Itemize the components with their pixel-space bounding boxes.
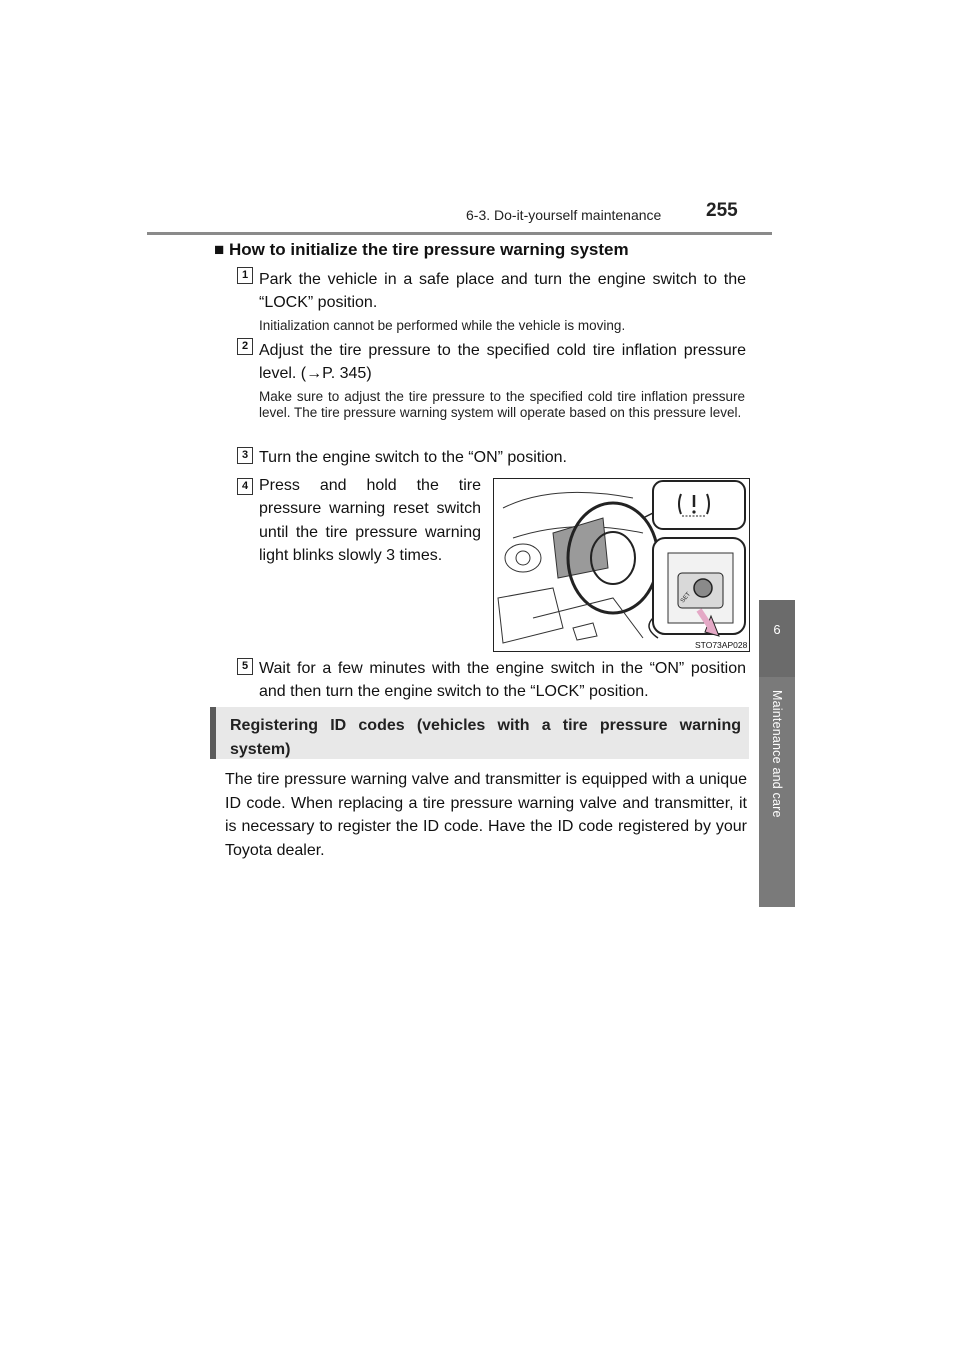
dashboard-illustration bbox=[493, 478, 750, 652]
illustration-code: STO73AP028 bbox=[695, 640, 748, 650]
step-note-1: Initialization cannot be performed while the vehicle is moving. bbox=[259, 318, 626, 333]
page-number: 255 bbox=[706, 200, 738, 221]
step-text-3: Turn the engine switch to the “ON” position. bbox=[259, 449, 567, 466]
step-text-1: Park the vehicle in a safe place and turn the engine switch to the “LOCK” position. bbox=[259, 271, 746, 311]
step-text-4: Press and hold the tire pressure warning reset switch until the tire pressure warning light blinks slowly 3 times. bbox=[259, 477, 481, 564]
step-number-2: 2 bbox=[237, 338, 253, 355]
body-paragraph: The tire pressure warning valve and transmitter is equipped with a unique ID code. When replacing a tire pressure warning valve and transmitter, it is necessary to register the ID code. Have the ID code registered by your Toyota dealer. bbox=[225, 771, 747, 859]
header-rule bbox=[147, 232, 772, 235]
step-number-1: 1 bbox=[237, 267, 253, 284]
heading-text: How to initialize the tire pressure warning system bbox=[229, 240, 629, 259]
step-text-2: Adjust the tire pressure to the specified cold tire inflation pressure level. (→P. 345) bbox=[259, 342, 746, 382]
chapter-tab bbox=[759, 600, 795, 677]
step-number-5: 5 bbox=[237, 658, 253, 675]
step-number-4: 4 bbox=[237, 478, 253, 495]
svg-text:SET: SET bbox=[679, 591, 693, 605]
subsection-heading: ■ How to initialize the tire pressure warning system bbox=[214, 240, 629, 259]
section-heading-box bbox=[210, 707, 749, 759]
section-heading-title: Registering ID codes (vehicles with a tire pressure warning system) bbox=[230, 717, 741, 758]
step-note-2: Make sure to adjust the tire pressure to the specified cold tire inflation pressure level. The tire pressure warning system will operate based on this pressure level. bbox=[259, 389, 745, 420]
chapter-title: Maintenance and care bbox=[770, 690, 784, 818]
step-number-3: 3 bbox=[237, 447, 253, 464]
chapter-number: 6 bbox=[773, 622, 781, 637]
step-text-5: Wait for a few minutes with the engine switch in the “ON” position and then turn the engine switch to the “LOCK” position. bbox=[259, 660, 746, 700]
header-section-title: 6-3. Do-it-yourself maintenance bbox=[466, 207, 662, 223]
